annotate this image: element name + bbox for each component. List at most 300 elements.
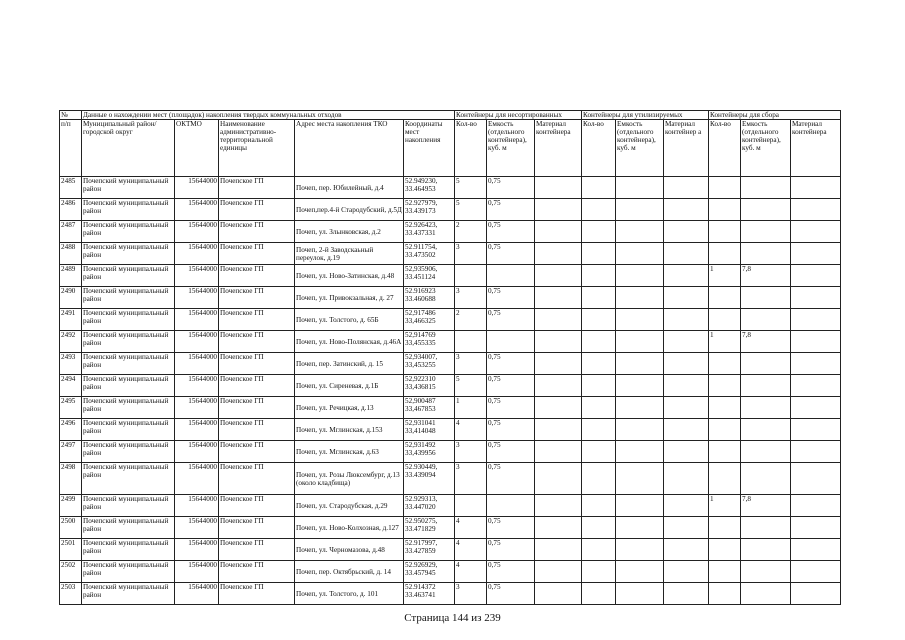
row-coords: 52.926929, 33.457945: [404, 561, 455, 583]
row-recycle-count: [582, 221, 616, 243]
row-coords: 52.914372 33.463741: [404, 583, 455, 605]
row-unsorted-volume: [487, 265, 535, 287]
row-collect-volume: 7,8: [741, 331, 791, 353]
row-unsorted-material: [535, 353, 582, 375]
row-oktmo: 15644000: [175, 353, 219, 375]
row-unsorted-material: [535, 561, 582, 583]
table-row: [60, 309, 841, 331]
row-coords: 52,935906, 33.451124: [404, 265, 455, 287]
row-collect-material: [791, 517, 841, 539]
row-unsorted-material: [535, 517, 582, 539]
row-collect-material: [791, 331, 841, 353]
row-territory: Почепское ГП: [219, 221, 295, 243]
row-coords: 52.926423, 33.437331: [404, 221, 455, 243]
row-unsorted-volume: 0,75: [487, 539, 535, 561]
row-collect-volume: [741, 375, 791, 397]
table-row: [60, 561, 841, 583]
row-district: Почепский муниципальный район: [82, 441, 175, 463]
row-recycle-volume: [616, 397, 664, 419]
row-recycle-count: [582, 199, 616, 221]
row-unsorted-volume: 0,75: [487, 397, 535, 419]
row-number: 2486: [60, 199, 82, 221]
row-district: Почепский муниципальный район: [82, 287, 175, 309]
row-unsorted-count: 2: [455, 221, 487, 243]
row-number: 2496: [60, 419, 82, 441]
row-unsorted-volume: [487, 331, 535, 353]
header-group-recycle: Контейнеры для утилизируемых: [582, 111, 709, 120]
table-row: [60, 331, 841, 353]
row-coords: 52,931041 33,414048: [404, 419, 455, 441]
row-recycle-volume: [616, 495, 664, 517]
row-address: Почеп, пер. Юбилейный, д.4: [295, 177, 404, 199]
row-address: Почеп, ул. Ново-Колхозная, д.127: [295, 517, 404, 539]
row-collect-count: [709, 353, 741, 375]
row-number: 2503: [60, 583, 82, 605]
row-territory: Почепское ГП: [219, 583, 295, 605]
row-unsorted-count: 4: [455, 561, 487, 583]
row-number: 2485: [60, 177, 82, 199]
row-collect-count: [709, 419, 741, 441]
row-collect-count: [709, 397, 741, 419]
row-coords: 52.930449, 33.439094: [404, 463, 455, 495]
row-district: Почепский муниципальный район: [82, 265, 175, 287]
row-recycle-material: [664, 287, 709, 309]
row-recycle-count: [582, 243, 616, 265]
row-address: Почеп, ул. Толстого, д. 65Б: [295, 309, 404, 331]
row-collect-volume: [741, 419, 791, 441]
row-territory: Почепское ГП: [219, 419, 295, 441]
row-recycle-volume: [616, 309, 664, 331]
row-number: 2499: [60, 495, 82, 517]
row-recycle-count: [582, 397, 616, 419]
row-coords: 52.917997, 33.427859: [404, 539, 455, 561]
row-collect-volume: [741, 221, 791, 243]
header-unsorted-material: Материал контейнера: [535, 120, 582, 177]
row-unsorted-material: [535, 375, 582, 397]
row-coords: 52.950275, 33.471829: [404, 517, 455, 539]
table-row: [60, 177, 841, 199]
row-recycle-volume: [616, 561, 664, 583]
row-recycle-count: [582, 561, 616, 583]
row-collect-material: [791, 375, 841, 397]
row-unsorted-volume: 0,75: [487, 243, 535, 265]
table-row: [60, 441, 841, 463]
row-collect-material: [791, 441, 841, 463]
row-district: Почепский муниципальный район: [82, 177, 175, 199]
row-unsorted-volume: [487, 495, 535, 517]
row-collect-count: 1: [709, 495, 741, 517]
row-district: Почепский муниципальный район: [82, 583, 175, 605]
row-collect-material: [791, 539, 841, 561]
header-recycle-material: Материал контейнер а: [664, 120, 709, 177]
row-unsorted-material: [535, 265, 582, 287]
row-coords: 52.911754, 33.473502: [404, 243, 455, 265]
row-collect-count: [709, 539, 741, 561]
table-row: [60, 419, 841, 441]
row-oktmo: 15644000: [175, 265, 219, 287]
row-number: 2491: [60, 309, 82, 331]
row-collect-count: [709, 441, 741, 463]
row-unsorted-material: [535, 441, 582, 463]
row-oktmo: 15644000: [175, 495, 219, 517]
row-collect-material: [791, 243, 841, 265]
row-collect-count: [709, 517, 741, 539]
row-collect-volume: [741, 309, 791, 331]
row-district: Почепский муниципальный район: [82, 561, 175, 583]
row-recycle-volume: [616, 199, 664, 221]
row-unsorted-count: 1: [455, 397, 487, 419]
row-recycle-volume: [616, 265, 664, 287]
header-pp: п/п: [60, 120, 82, 177]
row-recycle-count: [582, 353, 616, 375]
row-recycle-volume: [616, 375, 664, 397]
row-collect-count: 1: [709, 265, 741, 287]
table-row: [60, 221, 841, 243]
row-recycle-count: [582, 331, 616, 353]
row-collect-count: [709, 199, 741, 221]
row-oktmo: 15644000: [175, 199, 219, 221]
table-row: [60, 539, 841, 561]
row-oktmo: 15644000: [175, 331, 219, 353]
header-unsorted-count: Кол-во: [455, 120, 487, 177]
row-collect-volume: [741, 561, 791, 583]
table-row: [60, 353, 841, 375]
row-number: 2497: [60, 441, 82, 463]
row-coords: 52,934007, 33,453255: [404, 353, 455, 375]
row-collect-volume: [741, 583, 791, 605]
row-recycle-volume: [616, 463, 664, 495]
table-row: [60, 375, 841, 397]
row-unsorted-count: 3: [455, 287, 487, 309]
row-unsorted-volume: 0,75: [487, 221, 535, 243]
row-recycle-count: [582, 441, 616, 463]
row-collect-material: [791, 397, 841, 419]
row-recycle-material: [664, 177, 709, 199]
row-collect-volume: [741, 441, 791, 463]
row-recycle-material: [664, 583, 709, 605]
header-row-columns: [60, 120, 841, 177]
row-recycle-volume: [616, 287, 664, 309]
row-oktmo: 15644000: [175, 561, 219, 583]
row-oktmo: 15644000: [175, 221, 219, 243]
row-recycle-count: [582, 287, 616, 309]
table-row: [60, 517, 841, 539]
row-number: 2502: [60, 561, 82, 583]
row-oktmo: 15644000: [175, 309, 219, 331]
row-address: Почеп, ул. Речицкая, д.13: [295, 397, 404, 419]
row-territory: Почепское ГП: [219, 265, 295, 287]
row-collect-volume: 7,8: [741, 265, 791, 287]
row-collect-volume: [741, 353, 791, 375]
row-territory: Почепское ГП: [219, 309, 295, 331]
row-recycle-volume: [616, 243, 664, 265]
row-recycle-count: [582, 265, 616, 287]
row-recycle-material: [664, 375, 709, 397]
row-address: Почеп, ул. Привокзальная, д. 27: [295, 287, 404, 309]
table-row: [60, 287, 841, 309]
row-collect-count: [709, 287, 741, 309]
row-recycle-material: [664, 221, 709, 243]
row-coords: 52.929313, 33.447020: [404, 495, 455, 517]
header-group-unsorted: Контейнеры для несортированных: [455, 111, 582, 120]
row-unsorted-volume: 0,75: [487, 375, 535, 397]
row-unsorted-material: [535, 221, 582, 243]
row-territory: Почепское ГП: [219, 441, 295, 463]
header-recycle-count: Кол-во: [582, 120, 616, 177]
row-number: 2493: [60, 353, 82, 375]
row-coords: 52,931492 33,439956: [404, 441, 455, 463]
row-recycle-volume: [616, 419, 664, 441]
row-address: Почеп, 2-й Заводскаьный переулок, д.19: [295, 243, 404, 265]
row-recycle-count: [582, 463, 616, 495]
row-unsorted-volume: 0,75: [487, 419, 535, 441]
row-number: 2498: [60, 463, 82, 495]
row-territory: Почепское ГП: [219, 463, 295, 495]
row-district: Почепский муниципальный район: [82, 331, 175, 353]
row-oktmo: 15644000: [175, 397, 219, 419]
row-district: Почепский муниципальный район: [82, 397, 175, 419]
row-district: Почепский муниципальный район: [82, 221, 175, 243]
row-collect-material: [791, 495, 841, 517]
row-unsorted-count: [455, 331, 487, 353]
row-number: 2490: [60, 287, 82, 309]
row-number: 2501: [60, 539, 82, 561]
row-collect-volume: [741, 397, 791, 419]
row-collect-count: [709, 583, 741, 605]
row-district: Почепский муниципальный район: [82, 463, 175, 495]
row-unsorted-count: [455, 265, 487, 287]
container-site-register-table: [59, 110, 841, 605]
row-collect-material: [791, 583, 841, 605]
row-unsorted-count: 4: [455, 517, 487, 539]
row-territory: Почепское ГП: [219, 331, 295, 353]
row-oktmo: 15644000: [175, 441, 219, 463]
row-collect-volume: [741, 463, 791, 495]
row-district: Почепский муниципальный район: [82, 539, 175, 561]
row-recycle-count: [582, 539, 616, 561]
row-collect-count: [709, 243, 741, 265]
row-coords: 52,914769 33,455335: [404, 331, 455, 353]
row-collect-material: [791, 463, 841, 495]
row-unsorted-count: 4: [455, 419, 487, 441]
row-recycle-count: [582, 309, 616, 331]
row-unsorted-count: 5: [455, 375, 487, 397]
row-unsorted-material: [535, 177, 582, 199]
row-recycle-material: [664, 353, 709, 375]
row-recycle-volume: [616, 331, 664, 353]
row-recycle-volume: [616, 583, 664, 605]
row-coords: 52.916923 33.460688: [404, 287, 455, 309]
row-territory: Почепское ГП: [219, 539, 295, 561]
table-row: [60, 243, 841, 265]
row-unsorted-volume: 0,75: [487, 309, 535, 331]
row-oktmo: 15644000: [175, 517, 219, 539]
row-oktmo: 15644000: [175, 243, 219, 265]
row-recycle-volume: [616, 177, 664, 199]
row-recycle-material: [664, 495, 709, 517]
header-recycle-volume: Емкость (отдельного контейнера), куб. м: [616, 120, 664, 177]
row-oktmo: 15644000: [175, 539, 219, 561]
row-collect-count: 1: [709, 331, 741, 353]
row-territory: Почепское ГП: [219, 199, 295, 221]
table-row: [60, 397, 841, 419]
header-oktmo: ОКТМО: [175, 120, 219, 177]
row-collect-material: [791, 287, 841, 309]
header-collect-material: Материал контейнера: [791, 120, 841, 177]
row-oktmo: 15644000: [175, 419, 219, 441]
row-recycle-material: [664, 199, 709, 221]
header-group-location: Данные о нахождении мест (площадок) накопления твердых коммунальных отходов: [82, 111, 455, 120]
row-collect-material: [791, 177, 841, 199]
row-collect-count: [709, 463, 741, 495]
row-unsorted-volume: 0,75: [487, 441, 535, 463]
row-collect-count: [709, 375, 741, 397]
row-recycle-material: [664, 397, 709, 419]
row-collect-count: [709, 177, 741, 199]
row-recycle-material: [664, 517, 709, 539]
row-recycle-count: [582, 583, 616, 605]
header-collect-volume: Емкость (отдельного контейнера), куб. м: [741, 120, 791, 177]
header-district: Муниципальный район/городской округ: [82, 120, 175, 177]
row-unsorted-volume: 0,75: [487, 561, 535, 583]
row-recycle-count: [582, 177, 616, 199]
row-district: Почепский муниципальный район: [82, 243, 175, 265]
row-collect-material: [791, 353, 841, 375]
row-unsorted-volume: 0,75: [487, 287, 535, 309]
row-collect-volume: 7,8: [741, 495, 791, 517]
row-recycle-volume: [616, 353, 664, 375]
row-recycle-material: [664, 331, 709, 353]
row-unsorted-material: [535, 199, 582, 221]
row-number: 2489: [60, 265, 82, 287]
row-coords: 52.949230, 33.464953: [404, 177, 455, 199]
page-number: Страница 144 из 239: [404, 612, 501, 624]
row-unsorted-count: 2: [455, 309, 487, 331]
table-row: [60, 583, 841, 605]
row-number: 2500: [60, 517, 82, 539]
row-recycle-count: [582, 375, 616, 397]
row-district: Почепский муниципальный район: [82, 353, 175, 375]
row-oktmo: 15644000: [175, 583, 219, 605]
row-address: Почеп, ул. Сиреневая, д.1Б: [295, 375, 404, 397]
row-address: Почеп, ул. Черномазова, д.48: [295, 539, 404, 561]
row-recycle-material: [664, 463, 709, 495]
row-oktmo: 15644000: [175, 287, 219, 309]
row-address: Почеп, ул. Стародубская, д.29: [295, 495, 404, 517]
row-unsorted-volume: 0,75: [487, 353, 535, 375]
row-number: 2487: [60, 221, 82, 243]
row-number: 2495: [60, 397, 82, 419]
row-unsorted-volume: 0,75: [487, 463, 535, 495]
header-territory: Наименование административно-территориальной единицы: [219, 120, 295, 177]
row-number: 2494: [60, 375, 82, 397]
row-oktmo: 15644000: [175, 463, 219, 495]
row-recycle-material: [664, 309, 709, 331]
row-unsorted-count: 3: [455, 353, 487, 375]
row-unsorted-material: [535, 495, 582, 517]
table-row: [60, 463, 841, 495]
table-row: [60, 199, 841, 221]
row-collect-count: [709, 309, 741, 331]
row-territory: Почепское ГП: [219, 561, 295, 583]
header-group-collect: Контейнеры для сбора: [709, 111, 841, 120]
row-oktmo: 15644000: [175, 177, 219, 199]
row-recycle-material: [664, 243, 709, 265]
row-address: Почеп, ул. Ново-Полянская, д.46А: [295, 331, 404, 353]
row-recycle-volume: [616, 441, 664, 463]
row-district: Почепский муниципальный район: [82, 199, 175, 221]
row-recycle-count: [582, 419, 616, 441]
row-address: Почеп, ул. Толстого, д. 101: [295, 583, 404, 605]
row-collect-material: [791, 309, 841, 331]
row-territory: Почепское ГП: [219, 495, 295, 517]
row-unsorted-count: 4: [455, 539, 487, 561]
row-coords: 52,917486 33,466325: [404, 309, 455, 331]
row-collect-count: [709, 221, 741, 243]
row-number: 2492: [60, 331, 82, 353]
row-collect-material: [791, 265, 841, 287]
header-row-groups: [60, 111, 841, 120]
row-district: Почепский муниципальный район: [82, 375, 175, 397]
row-recycle-material: [664, 419, 709, 441]
row-recycle-volume: [616, 221, 664, 243]
row-unsorted-count: 3: [455, 441, 487, 463]
row-unsorted-volume: 0,75: [487, 517, 535, 539]
row-address: Почеп, пер. Затинский, д. 15: [295, 353, 404, 375]
row-territory: Почепское ГП: [219, 177, 295, 199]
header-address: Адрес места накопления ТКО: [295, 120, 404, 177]
row-collect-volume: [741, 517, 791, 539]
row-territory: Почепское ГП: [219, 517, 295, 539]
row-recycle-count: [582, 517, 616, 539]
header-collect-count: Кол-во: [709, 120, 741, 177]
row-territory: Почепское ГП: [219, 375, 295, 397]
row-collect-material: [791, 221, 841, 243]
row-territory: Почепское ГП: [219, 353, 295, 375]
row-collect-count: [709, 561, 741, 583]
row-unsorted-material: [535, 463, 582, 495]
row-territory: Почепское ГП: [219, 287, 295, 309]
row-territory: Почепское ГП: [219, 397, 295, 419]
row-recycle-material: [664, 539, 709, 561]
header-coords: Координаты мест накопления: [404, 120, 455, 177]
row-address: Почеп, ул. Злынковская, д.2: [295, 221, 404, 243]
row-recycle-volume: [616, 539, 664, 561]
table-row: [60, 495, 841, 517]
row-number: 2488: [60, 243, 82, 265]
row-address: Почеп, ул. Мглинская, д.153: [295, 419, 404, 441]
row-coords: 52.927979, 33.439173: [404, 199, 455, 221]
row-unsorted-material: [535, 309, 582, 331]
row-address: Почеп, пер. Октябрьский, д. 14: [295, 561, 404, 583]
row-territory: Почепское ГП: [219, 243, 295, 265]
row-unsorted-count: [455, 495, 487, 517]
row-recycle-volume: [616, 517, 664, 539]
row-collect-material: [791, 561, 841, 583]
row-coords: 52,922310 33,436815: [404, 375, 455, 397]
row-unsorted-count: 3: [455, 243, 487, 265]
row-collect-volume: [741, 287, 791, 309]
row-unsorted-material: [535, 583, 582, 605]
row-recycle-material: [664, 441, 709, 463]
row-unsorted-material: [535, 539, 582, 561]
row-unsorted-count: 5: [455, 177, 487, 199]
row-unsorted-volume: 0,75: [487, 583, 535, 605]
row-collect-material: [791, 199, 841, 221]
row-address: Почеп,пер.4-й Стародубский, д.5Д: [295, 199, 404, 221]
row-unsorted-material: [535, 331, 582, 353]
row-unsorted-material: [535, 419, 582, 441]
